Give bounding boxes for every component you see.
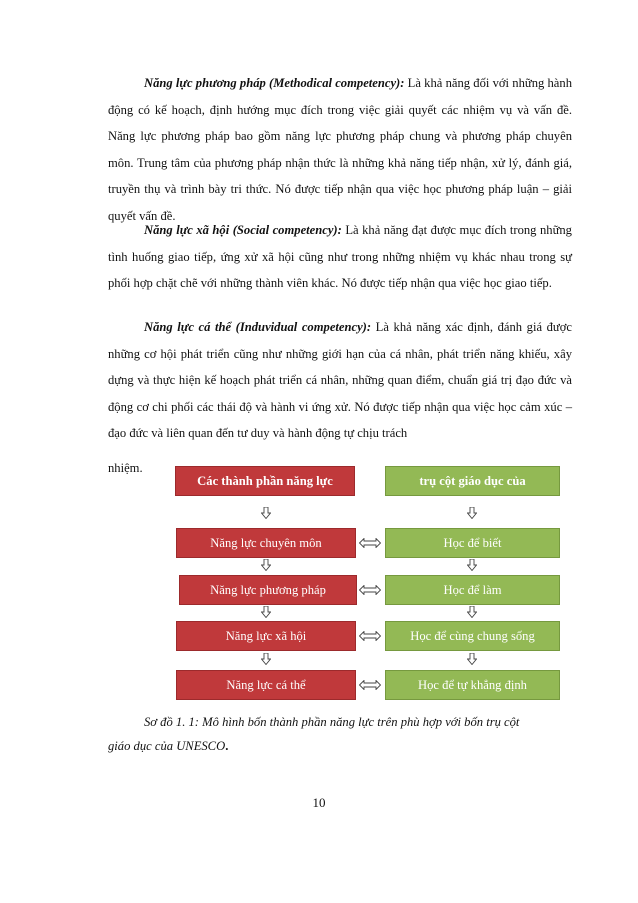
- page-number: 10: [312, 795, 326, 810]
- paragraph-lead: Năng lực cá thể (Induvidual competency):: [144, 320, 372, 334]
- figure-caption: [108, 710, 578, 758]
- paragraph-lead: Năng lực phương pháp (Methodical competency):: [144, 76, 405, 90]
- left-item-box: Năng lực xã hội: [176, 621, 356, 651]
- right-item-box: Học để cùng chung sống: [385, 621, 560, 651]
- right-item-box: Học để biết: [385, 528, 560, 558]
- right-header-box: trụ cột giáo dục của: [385, 466, 560, 496]
- right-item-box: Học để làm: [385, 575, 560, 605]
- down-arrow-icon: [467, 653, 477, 665]
- paragraph-text: Là khả năng xác định, đánh giá được những cơ hội phát triển cũng như những giới hạn của cá nhân, phát triển năng khiếu, xây dựng và thực hiện kế hoạch phát triển cá nhân, những quan điểm, chuẩn giá trị đạo đức và động cơ chi phối các thái độ và hành vi ứng xử. Nó được tiếp nhận qua việc học cảm xúc – đạo đức và liên quan đến tư duy và hành động tự chịu trách: [108, 320, 572, 441]
- paragraph-text: Là khả năng đối với những hành động có kế hoạch, định hướng mục đích trong việc giải quyết các nhiệm vụ và vấn đề. Năng lực phương pháp bao gồm năng lực phương pháp chung và phương pháp chuyên môn. Trung tâm của phương pháp nhận thức là những khả năng tiếp nhận, xử lý, đánh giá, truyền thụ và trình bày tri thức. Nó được tiếp nhận qua việc học phương pháp luận – giải quyết vấn đề.: [108, 76, 572, 223]
- double-arrow-icon: [359, 585, 381, 595]
- double-arrow-icon: [359, 538, 381, 548]
- paragraph-individual: [108, 314, 572, 447]
- paragraph-lead: Năng lực xã hội (Social competency):: [144, 223, 342, 237]
- paragraph-social: [108, 217, 572, 297]
- double-arrow-icon: [359, 631, 381, 641]
- caption-line1: Sơ đồ 1. 1: Mô hình bốn thành phần năng lực trên phù hợp với bốn trụ cột: [144, 715, 520, 729]
- down-arrow-icon: [467, 507, 477, 519]
- left-item-box: Năng lực phương pháp: [179, 575, 357, 605]
- down-arrow-icon: [261, 653, 271, 665]
- paragraph-text: nhiệm.: [108, 461, 143, 475]
- right-item-box: Học để tự khẳng định: [385, 670, 560, 700]
- paragraph-methodical: [108, 70, 572, 230]
- caption-period: .: [225, 739, 229, 753]
- down-arrow-icon: [467, 606, 477, 618]
- paragraph-text: Là khả năng đạt được mục đích trong những tình huống giao tiếp, ứng xử xã hội cũng như trong những nhiệm vụ khác nhau trong sự phối hợp chặt chẽ với những thành viên khác. Nó được tiếp nhận qua việc học giao tiếp.: [108, 223, 572, 291]
- down-arrow-icon: [261, 559, 271, 571]
- down-arrow-icon: [261, 507, 271, 519]
- caption-line2: giáo dục của UNESCO: [108, 739, 226, 753]
- double-arrow-icon: [359, 680, 381, 690]
- down-arrow-icon: [261, 606, 271, 618]
- left-item-box: Năng lực chuyên môn: [176, 528, 356, 558]
- paragraph-tail: [108, 455, 168, 482]
- left-item-box: Năng lực cá thể: [176, 670, 356, 700]
- left-header-box: Các thành phần năng lực: [175, 466, 355, 496]
- down-arrow-icon: [467, 559, 477, 571]
